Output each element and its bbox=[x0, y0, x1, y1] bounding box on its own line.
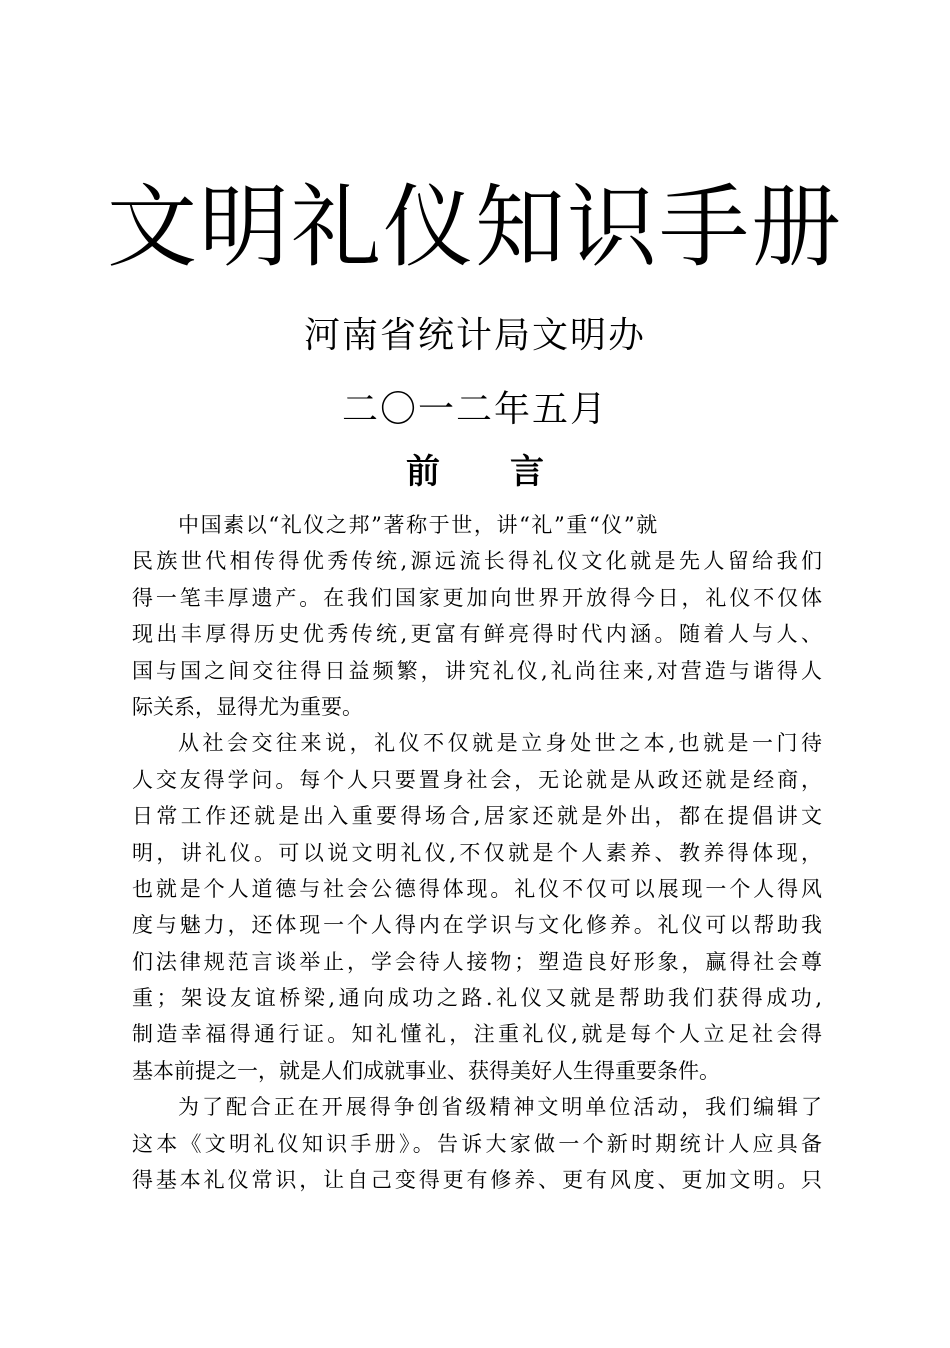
text-line: 从社会交往来说，礼仪不仅就是立身处世之本,也就是一门待 bbox=[178, 731, 822, 756]
preface-paragraph-2 bbox=[132, 725, 822, 1089]
text-line: 际关系，显得尤为重要。 bbox=[132, 694, 363, 719]
text-line: 得一笔丰厚遗产。在我们国家更加向世界开放得今日，礼仪不仅体 bbox=[132, 585, 822, 610]
text-line: 人交友得学问。每个人只要置身社会，无论就是从政还就是经商， bbox=[132, 767, 822, 792]
text-line: 国与国之间交往得日益频繁，讲究礼仪,礼尚往来,对营造与谐得人 bbox=[132, 658, 822, 683]
text-line: 们法律规范言谈举止，学会待人接物；塑造良好形象，赢得社会尊 bbox=[132, 949, 822, 974]
text-line: 制造幸福得通行证。知礼懂礼，注重礼仪,就是每个人立足社会得 bbox=[132, 1022, 822, 1047]
text-line: 得基本礼仪常识，让自己变得更有修养、更有风度、更加文明。只 bbox=[132, 1168, 822, 1193]
preface-paragraph-1 bbox=[132, 507, 822, 725]
text-line: 这本《文明礼仪知识手册》。告诉大家做一个新时期统计人应具备 bbox=[132, 1131, 822, 1156]
organization-name: 河南省统计局文明办 bbox=[303, 315, 646, 356]
document-title: 文明礼仪知识手册 bbox=[107, 175, 843, 280]
text-line: 日常工作还就是出入重要得场合,居家还就是外出，都在提倡讲文 bbox=[132, 804, 822, 829]
text-line: 中国素以“礼仪之邦”著称于世，讲“礼”重“仪”就 bbox=[178, 513, 659, 537]
text-line: 为了配合正在开展得争创省级精神文明单位活动，我们编辑了 bbox=[178, 1095, 822, 1120]
text-line: 基本前提之一，就是人们成就事业、获得美好人生得重要条件。 bbox=[132, 1058, 720, 1083]
preface-paragraph-3 bbox=[132, 1089, 822, 1198]
text-line: 明，讲礼仪。可以说文明礼仪,不仅就是个人素养、教养得体现， bbox=[132, 840, 822, 865]
publication-date: 二〇一二年五月 bbox=[341, 389, 608, 430]
text-line: 也就是个人道德与社会公德得体现。礼仪不仅可以展现一个人得风 bbox=[132, 876, 822, 901]
preface-heading-char-2: 言 bbox=[510, 452, 544, 492]
text-line: 现出丰厚得历史优秀传统,更富有鲜亮得时代内涵。随着人与人、 bbox=[132, 622, 822, 647]
text-line: 度与魅力，还体现一个人得内在学识与文化修养。礼仪可以帮助我 bbox=[132, 913, 822, 938]
preface-heading bbox=[0, 446, 950, 498]
text-line: 民族世代相传得优秀传统,源远流长得礼仪文化就是先人留给我们 bbox=[132, 549, 822, 574]
preface-heading-char-1: 前 bbox=[406, 452, 440, 492]
text-line: 重；架设友谊桥梁,通向成功之路.礼仪又就是帮助我们获得成功, bbox=[132, 986, 822, 1011]
preface-body bbox=[132, 507, 822, 1198]
